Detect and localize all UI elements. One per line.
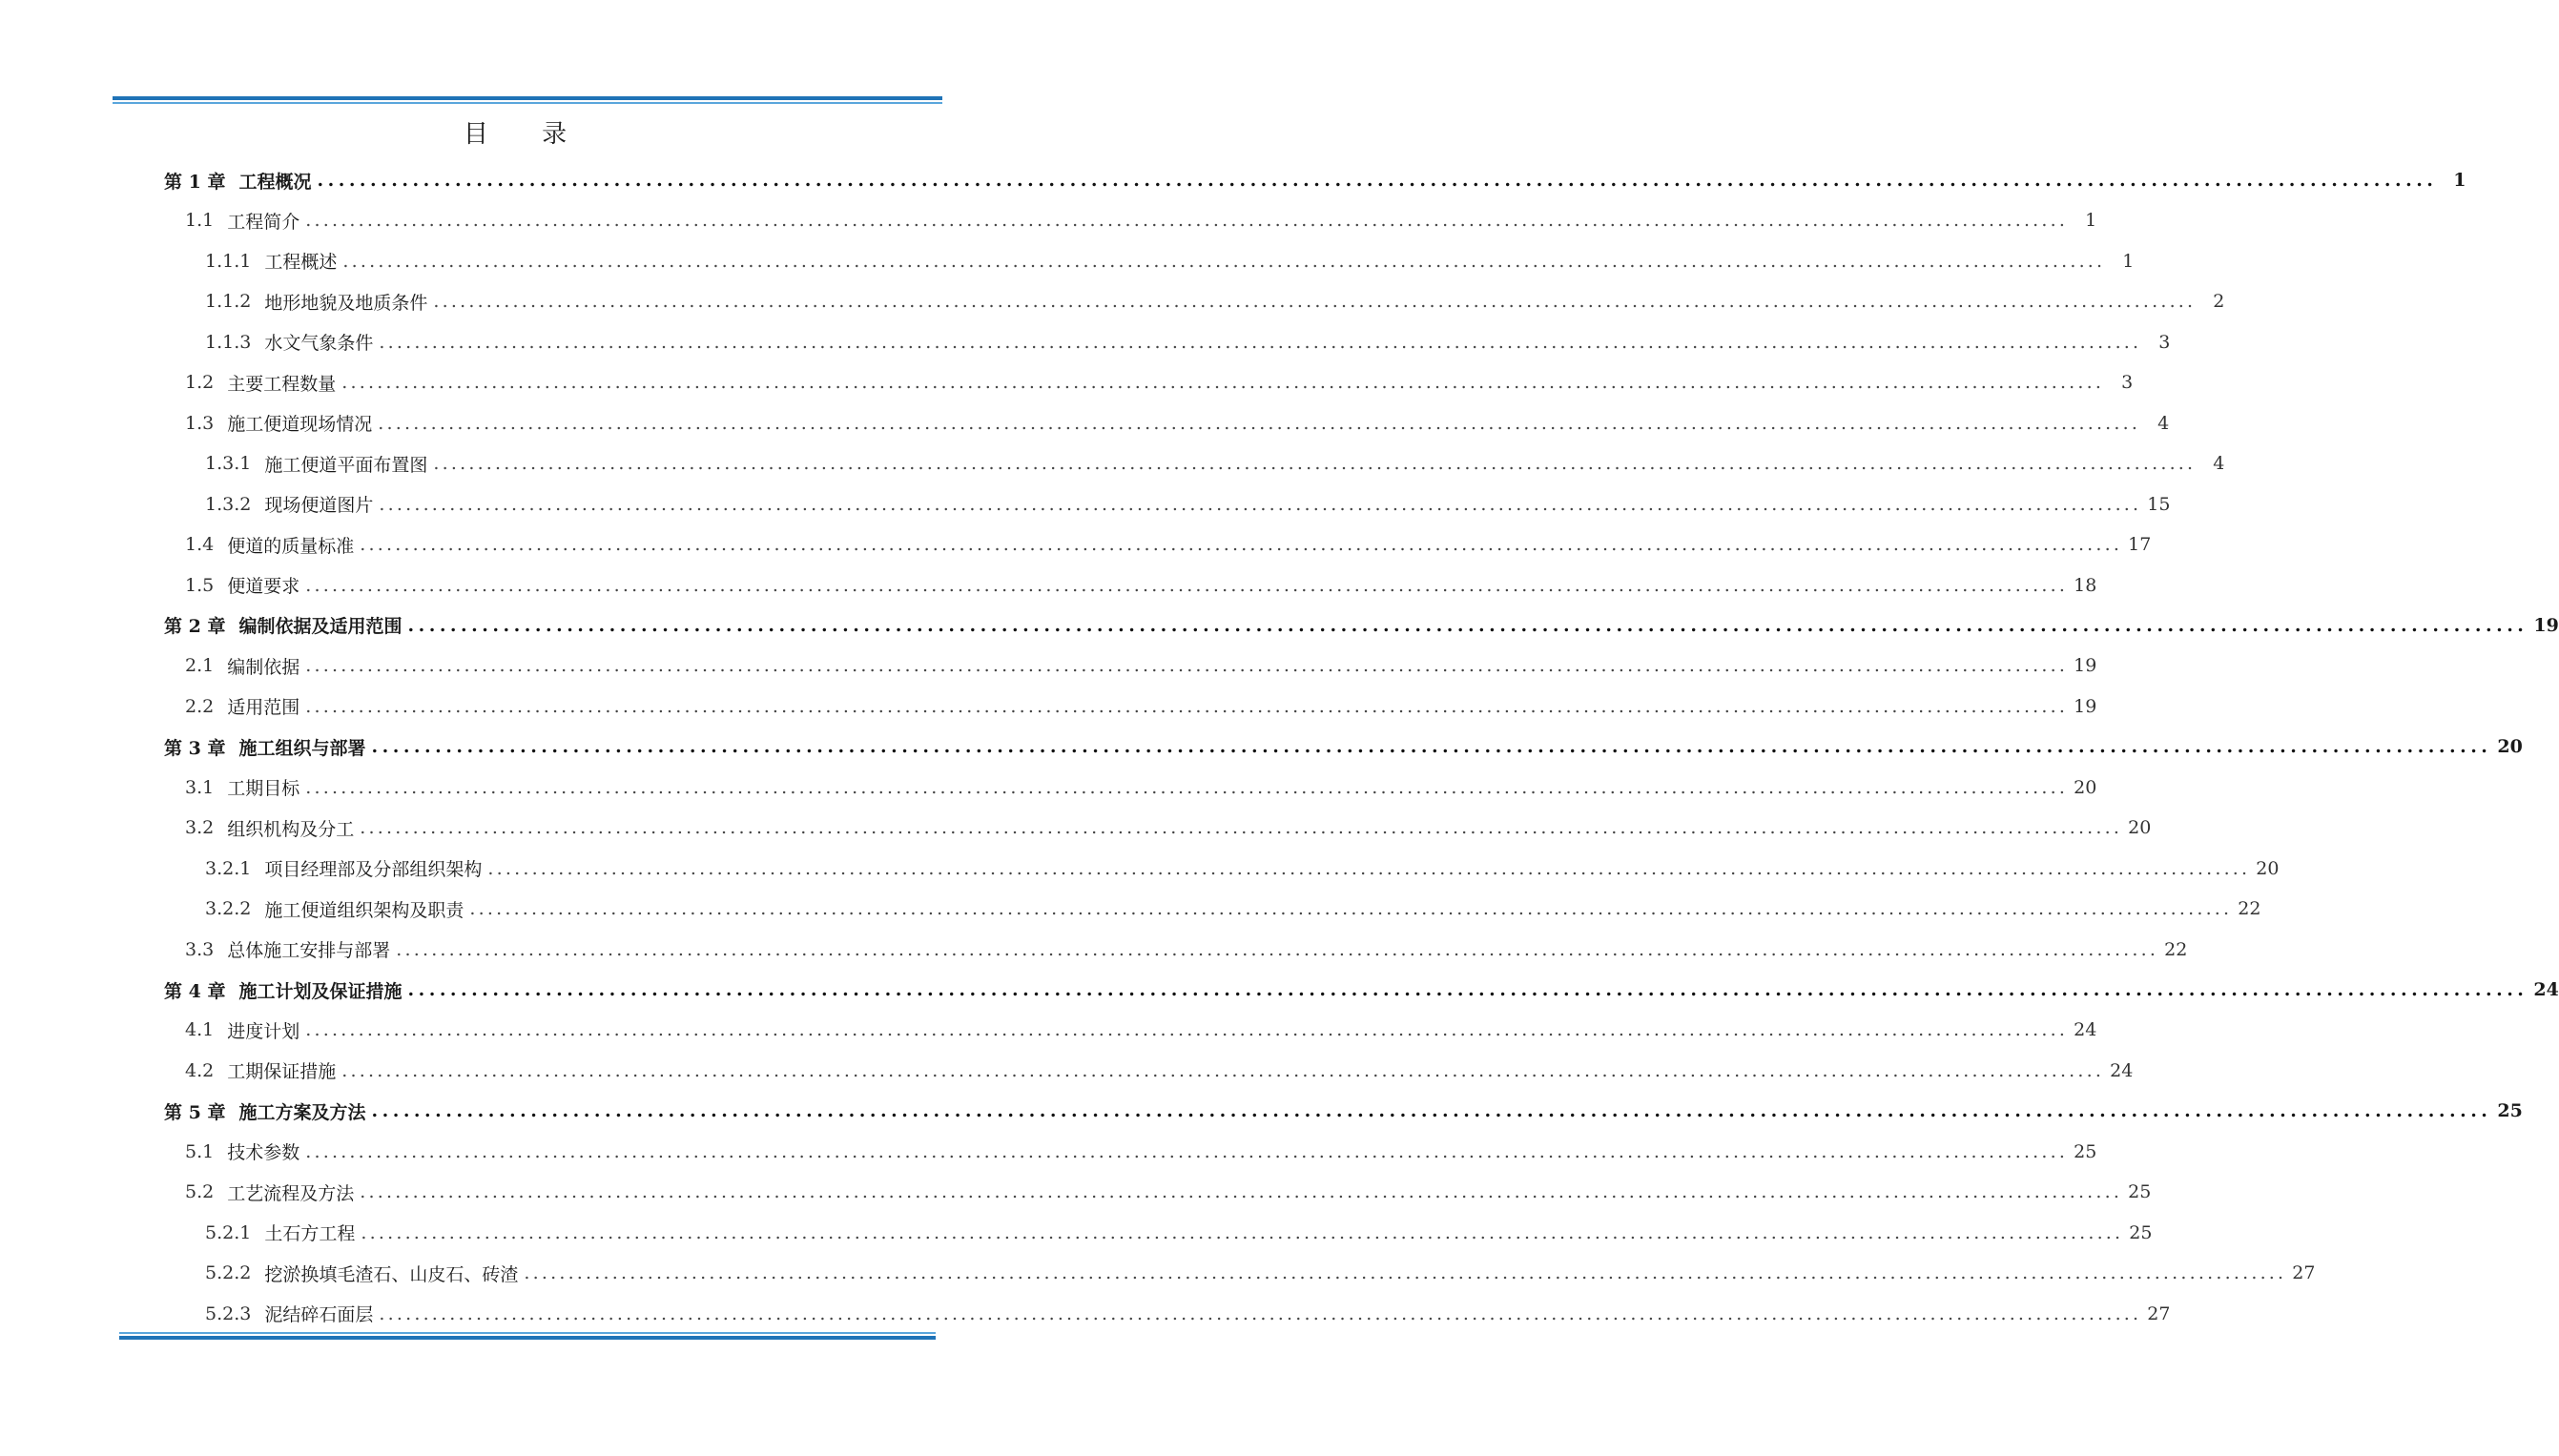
toc-leader-dots: ........................................................................................................................................................................................................: [305, 776, 2069, 798]
toc-entry[interactable]: [205, 1294, 2171, 1334]
toc-entry-number: 1.1.3: [205, 331, 252, 353]
toc-entry-page: 4: [2157, 412, 2170, 434]
toc-entry-page: 3: [2158, 331, 2171, 353]
toc-entry-title: 土石方工程: [264, 1223, 356, 1245]
toc-entry-title: 项目经理部及分部组织架构: [264, 859, 483, 881]
toc-entry[interactable]: [205, 281, 2225, 321]
toc-leader-dots: ........................................................................................................................................................................................................: [361, 1221, 2124, 1243]
toc-leader-dots: ........................................................................................................................................................................................................: [379, 493, 2142, 515]
toc-entry[interactable]: [185, 930, 2188, 970]
toc-entry[interactable]: [205, 889, 2261, 929]
toc-entry-title: 施工便道平面布置图: [264, 454, 428, 476]
toc-leader-dots: ........................................................................................................................................................................................................: [341, 1059, 2105, 1081]
toc-entry-title: 施工计划及保证措施: [238, 980, 402, 1002]
toc-entry-number: 1.1.2: [205, 291, 252, 313]
toc-entry-number: 第 4 章: [164, 980, 226, 1002]
toc-entry-page: 27: [2292, 1262, 2316, 1284]
toc-leader-dots: ........................................................................................................................................................................................................: [469, 898, 2233, 920]
toc-entry-number: 4.2: [185, 1059, 215, 1081]
toc-entry-page: 25: [2128, 1181, 2152, 1203]
toc-entry-page: 20: [2256, 857, 2280, 879]
toc-entry-title: 施工组织与部署: [238, 737, 366, 759]
toc-leader-dots: ........................................................................................................................................................................................................: [305, 695, 2069, 717]
top-rule-thick: [113, 96, 942, 100]
toc-entry[interactable]: [185, 646, 2097, 686]
toc-entry[interactable]: [205, 484, 2171, 524]
toc-entry[interactable]: [185, 808, 2152, 848]
toc-entry[interactable]: [185, 768, 2097, 808]
toc-entry-number: 1.1: [185, 210, 215, 232]
toc-entry[interactable]: [205, 322, 2171, 362]
toc-leader-dots: ........................................................................................................................................................................................................: [487, 857, 2251, 879]
toc-entry-number: 5.2.2: [205, 1262, 252, 1284]
top-rule-thin: [113, 102, 942, 104]
toc-leader-dots: ........................................................................................................................................................................................................: [305, 655, 2069, 677]
toc-entry-number: 3.2.1: [205, 857, 252, 879]
toc-entry-page: 25: [2497, 1100, 2523, 1122]
toc-entry[interactable]: [185, 687, 2097, 727]
toc-entry[interactable]: [185, 565, 2097, 605]
toc-leader-dots: ........................................................................................................................................................................................................: [305, 1140, 2069, 1162]
toc-entry[interactable]: [205, 241, 2135, 281]
toc-entry-title: 工艺流程及方法: [227, 1182, 355, 1204]
toc-entry-number: 5.2: [185, 1181, 215, 1203]
toc-leader-dots: ........................................................................................................................................................................................................: [524, 1262, 2287, 1284]
toc-leader-dots: ........................................................................................................................................................................................................: [317, 170, 2438, 191]
toc-entry-number: 第 5 章: [164, 1101, 226, 1123]
toc-entry-title: 便道的质量标准: [227, 535, 355, 557]
toc-leader-dots: ........................................................................................................................................................................................................: [342, 250, 2106, 272]
toc-entry-page: 19: [2074, 655, 2097, 677]
toc-entry[interactable]: [164, 605, 2559, 646]
toc-entry[interactable]: [185, 1051, 2134, 1091]
toc-entry-title: 工期保证措施: [227, 1061, 337, 1083]
toc-entry-page: 1: [2122, 250, 2135, 272]
toc-entry-page: 25: [2129, 1221, 2153, 1243]
toc-entry-number: 1.4: [185, 534, 215, 556]
toc-entry-title: 水文气象条件: [264, 333, 374, 355]
toc-entry-number: 1.3.2: [205, 493, 252, 515]
toc-leader-dots: ........................................................................................................................................................................................................: [407, 979, 2528, 1000]
toc-entry[interactable]: [164, 970, 2559, 1010]
toc-leader-dots: ........................................................................................................................................................................................................: [360, 1181, 2123, 1203]
toc-entry-page: 25: [2074, 1140, 2097, 1162]
toc-entry-number: 3.2: [185, 817, 215, 839]
toc-entry-number: 3.3: [185, 938, 215, 960]
toc-entry-title: 工期目标: [227, 778, 300, 800]
toc-leader-dots: ........................................................................................................................................................................................................: [379, 331, 2142, 353]
toc-entry[interactable]: [185, 403, 2170, 443]
toc-entry-number: 5.2.1: [205, 1221, 252, 1243]
bottom-rule: [119, 1332, 936, 1340]
toc-entry-number: 5.2.3: [205, 1302, 252, 1324]
toc-entry-page: 24: [2533, 979, 2559, 1000]
toc-leader-dots: ........................................................................................................................................................................................................: [433, 453, 2197, 475]
toc-entry-title: 现场便道图片: [264, 495, 374, 517]
bottom-rule-thin: [119, 1332, 936, 1334]
toc-entry-title: 施工方案及方法: [238, 1101, 366, 1123]
toc-entry[interactable]: [205, 1213, 2153, 1253]
toc-entry-title: 施工便道组织架构及职责: [264, 899, 464, 921]
toc-leader-dots: ........................................................................................................................................................................................................: [305, 1019, 2069, 1041]
toc-entry-title: 施工便道现场情况: [227, 414, 373, 436]
toc-leader-dots: ........................................................................................................................................................................................................: [371, 736, 2492, 758]
toc-entry-page: 20: [2497, 736, 2523, 758]
toc-entry-page: 27: [2147, 1302, 2171, 1324]
toc-entry-page: 3: [2121, 372, 2134, 394]
toc-entry-number: 4.1: [185, 1019, 215, 1041]
toc-entry[interactable]: [185, 200, 2097, 240]
toc-entry-page: 24: [2074, 1019, 2097, 1041]
toc-entry-title: 便道要求: [227, 576, 300, 597]
toc-entry-title: 进度计划: [227, 1020, 300, 1042]
toc-entry-page: 20: [2128, 817, 2152, 839]
bottom-rule-thick: [119, 1336, 936, 1340]
toc-entry-page: 19: [2533, 614, 2559, 636]
toc-leader-dots: ........................................................................................................................................................................................................: [341, 372, 2105, 394]
toc-entry[interactable]: [185, 1172, 2152, 1212]
toc-entry-title: 主要工程数量: [227, 373, 337, 395]
toc-leader-dots: ........................................................................................................................................................................................................: [379, 1302, 2142, 1324]
toc-entry-title: 总体施工安排与部署: [227, 940, 391, 962]
toc-entry[interactable]: [164, 727, 2523, 767]
toc-entry-page: 18: [2074, 574, 2097, 596]
toc-entry-number: 5.1: [185, 1140, 215, 1162]
toc-leader-dots: ........................................................................................................................................................................................................: [378, 412, 2141, 434]
toc-leader-dots: ........................................................................................................................................................................................................: [433, 291, 2197, 313]
toc-entry-title: 地形地貌及地质条件: [264, 292, 428, 314]
toc-entry-number: 1.1.1: [205, 250, 252, 272]
toc-entry[interactable]: [185, 362, 2134, 402]
toc-entry[interactable]: [205, 849, 2280, 889]
toc-entry-page: 4: [2213, 453, 2225, 475]
toc-entry-page: 17: [2128, 534, 2152, 556]
toc-entry-title: 组织机构及分工: [227, 818, 355, 840]
toc-entry-number: 1.5: [185, 574, 215, 596]
toc-entry-title: 工程概况: [238, 171, 312, 193]
toc-entry-number: 2.2: [185, 695, 215, 717]
toc-entry-page: 1: [2085, 210, 2097, 232]
toc-entry[interactable]: [164, 1091, 2523, 1131]
toc-entry-page: 15: [2147, 493, 2171, 515]
toc-entry-number: 1.3: [185, 412, 215, 434]
toc-entry-title: 适用范围: [227, 697, 300, 719]
toc-leader-dots: ........................................................................................................................................................................................................: [396, 938, 2159, 960]
toc-entry-page: 2: [2213, 291, 2225, 313]
toc-leader-dots: ........................................................................................................................................................................................................: [360, 534, 2123, 556]
toc-entry-number: 2.1: [185, 655, 215, 677]
page-title: 目 录: [463, 120, 590, 149]
toc-entry-page: 19: [2074, 695, 2097, 717]
toc-entry-number: 1.2: [185, 372, 215, 394]
toc-entry-number: 1.3.1: [205, 453, 252, 475]
toc-leader-dots: ........................................................................................................................................................................................................: [407, 614, 2528, 636]
toc-entry-number: 3.2.2: [205, 898, 252, 920]
toc-entry[interactable]: [205, 1253, 2316, 1293]
toc-entry-title: 挖淤换填毛渣石、山皮石、砖渣: [264, 1263, 519, 1285]
toc-leader-dots: ........................................................................................................................................................................................................: [305, 210, 2069, 232]
toc-entry[interactable]: [185, 1010, 2097, 1050]
toc-leader-dots: ........................................................................................................................................................................................................: [371, 1100, 2492, 1122]
toc-entry-page: 20: [2074, 776, 2097, 798]
toc-entry-title: 工程简介: [227, 211, 300, 233]
toc-entry-title: 编制依据: [227, 656, 300, 678]
toc-leader-dots: ........................................................................................................................................................................................................: [360, 817, 2123, 839]
toc-entry-page: 22: [2238, 898, 2261, 920]
toc-leader-dots: ........................................................................................................................................................................................................: [305, 574, 2069, 596]
toc-entry[interactable]: [185, 1132, 2097, 1172]
toc-entry-number: 第 1 章: [164, 171, 226, 193]
toc-entry-title: 工程概述: [264, 252, 338, 274]
toc-entry-title: 泥结碎石面层: [264, 1304, 374, 1326]
toc-entry-page: 1: [2453, 170, 2466, 191]
toc-entry-title: 编制依据及适用范围: [238, 616, 402, 638]
toc-entry-number: 第 2 章: [164, 616, 226, 638]
toc-entry-page: 24: [2110, 1059, 2134, 1081]
toc-entry-page: 22: [2164, 938, 2188, 960]
toc-entry[interactable]: [164, 160, 2466, 200]
toc-entry-number: 第 3 章: [164, 737, 226, 759]
toc-entry-title: 技术参数: [227, 1142, 300, 1164]
toc-entry[interactable]: [185, 524, 2152, 564]
top-rule: [113, 96, 942, 104]
toc-entry[interactable]: [205, 443, 2225, 483]
toc-entry-number: 3.1: [185, 776, 215, 798]
